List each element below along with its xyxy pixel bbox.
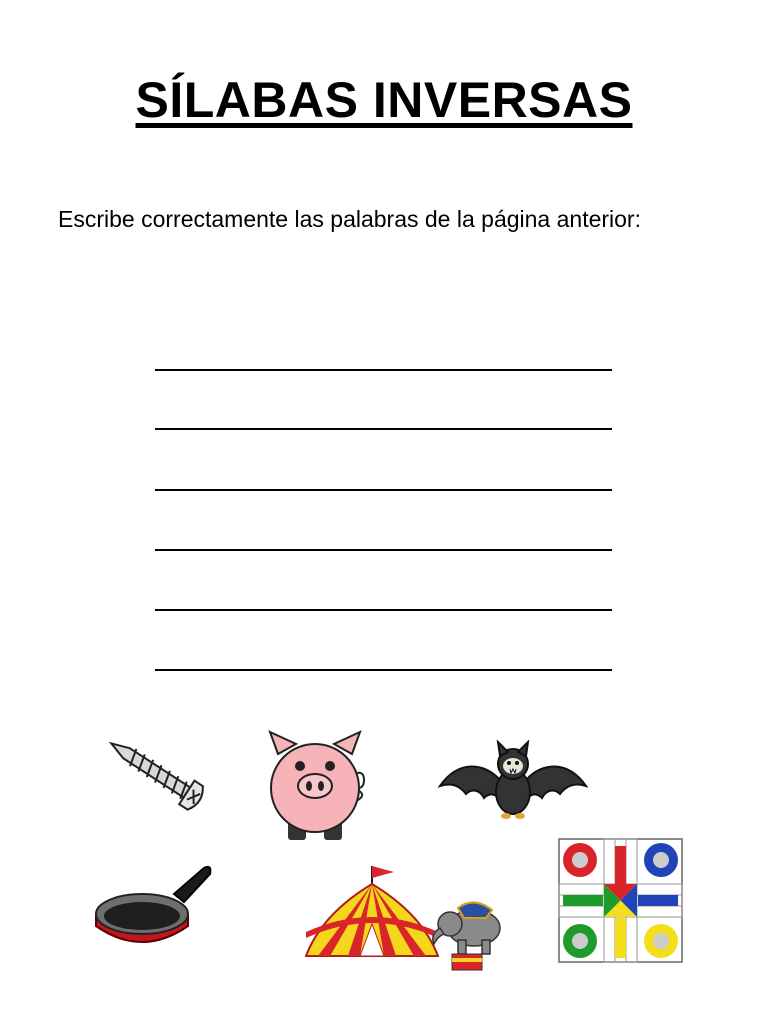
circus-elephant-icon bbox=[428, 896, 508, 972]
answer-line-4[interactable] bbox=[155, 549, 612, 551]
answer-line-1[interactable] bbox=[155, 369, 612, 371]
answer-line-6[interactable] bbox=[155, 669, 612, 671]
frying-pan-icon bbox=[92, 862, 217, 954]
screw-icon bbox=[100, 735, 225, 820]
circus-tent-icon bbox=[302, 862, 442, 960]
answer-line-5[interactable] bbox=[155, 609, 612, 611]
parchis-board-icon bbox=[558, 838, 683, 963]
worksheet-title: SÍLABAS INVERSAS bbox=[135, 72, 633, 128]
pig-icon bbox=[262, 728, 380, 846]
bat-icon bbox=[438, 740, 588, 822]
answer-line-2[interactable] bbox=[155, 428, 612, 430]
instruction-text: Escribe correctamente las palabras de la página anterior: bbox=[58, 206, 641, 232]
answer-line-3[interactable] bbox=[155, 489, 612, 491]
